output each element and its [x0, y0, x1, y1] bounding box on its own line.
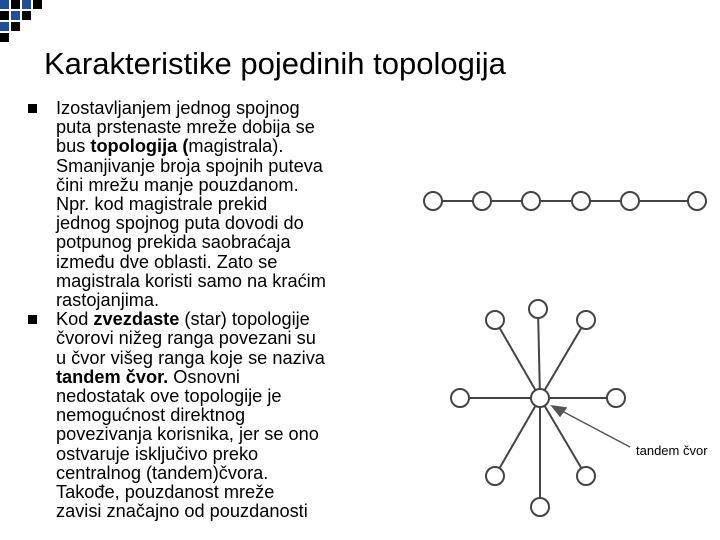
bullet-text-line: potpunog prekida saobraćaja — [56, 232, 291, 253]
bold-term: zvezdaste — [93, 309, 180, 330]
bus-node — [621, 192, 639, 210]
bold-term: tandem čvor. — [56, 366, 169, 387]
star-outer-node — [607, 389, 625, 407]
tandem-arrow — [552, 406, 630, 447]
text-segment: Kod — [56, 309, 94, 330]
star-link — [540, 320, 586, 398]
bullet-text-line: nedostatak ove topologije je — [56, 386, 282, 407]
star-outer-node — [486, 311, 504, 329]
bullet-text-line: Takođe, pouzdanost mreže — [56, 482, 275, 503]
bullet-text-line: centralnog (tandem)čvora. — [56, 462, 269, 483]
slide-title: Karakteristike pojedinih topologija — [44, 46, 506, 81]
star-topology — [451, 300, 625, 516]
tandem-node — [531, 389, 549, 407]
bold-term: topologija ( — [85, 136, 189, 157]
bus-node — [688, 192, 706, 210]
bullet-text-line: Smanjivanje broja spojnih puteva — [56, 155, 323, 176]
bullet-text-line: jednog spojnog puta dovodi do — [56, 213, 304, 234]
bus-topology — [424, 192, 706, 210]
bullet-text-line: između dve oblasti. Zato se — [56, 251, 278, 272]
star-outer-node — [451, 389, 469, 407]
bus-node — [572, 192, 590, 210]
arrow-head — [552, 406, 566, 416]
star-link — [495, 320, 540, 398]
bus-node — [473, 192, 491, 210]
bullet-text-line: ostvaruje isključivo preko — [56, 443, 259, 464]
star-outer-node — [577, 311, 595, 329]
bus-node — [522, 192, 540, 210]
bullet-text-line: čini mrežu manje pouzdanom. — [56, 174, 299, 195]
bus-node — [424, 192, 442, 210]
bullet-text-line: Izostavljanjem jednog spojnog — [56, 98, 300, 118]
bullet-text-line: rastojanjima. — [56, 290, 160, 311]
star-outer-node — [529, 300, 547, 318]
text-segment: (star) topologije — [179, 309, 310, 330]
bullet-text-line: Npr. kod magistrale prekid — [56, 194, 268, 215]
bullet-text-line: magistrala koristi samo na kraćim — [56, 270, 326, 291]
tandem-node-label: tandem čvor — [636, 443, 708, 458]
bullet-text-line: čvorovi nižeg ranga povezani su — [56, 328, 316, 349]
bullet-text-line: u čvor višeg ranga koje se naziva — [56, 347, 325, 368]
star-outer-node — [577, 467, 595, 485]
text-segment: bus — [56, 136, 86, 157]
star-outer-node — [486, 467, 504, 485]
bullet-text-line: puta prstenaste mreže dobija se — [56, 117, 315, 138]
text-segment: magistrala). — [188, 136, 284, 157]
bullet-text-line: zavisi značajno od pouzdanosti — [56, 501, 308, 522]
text-segment: Osnovni — [168, 366, 240, 387]
bullet-text-line: povezivanja korisnika, jer se ono — [56, 424, 319, 445]
star-link — [538, 309, 540, 398]
arrow-line — [560, 410, 630, 447]
star-link — [495, 398, 540, 476]
bullet-text-line: nemogućnost direktnog — [56, 405, 246, 426]
star-outer-node — [531, 498, 549, 516]
